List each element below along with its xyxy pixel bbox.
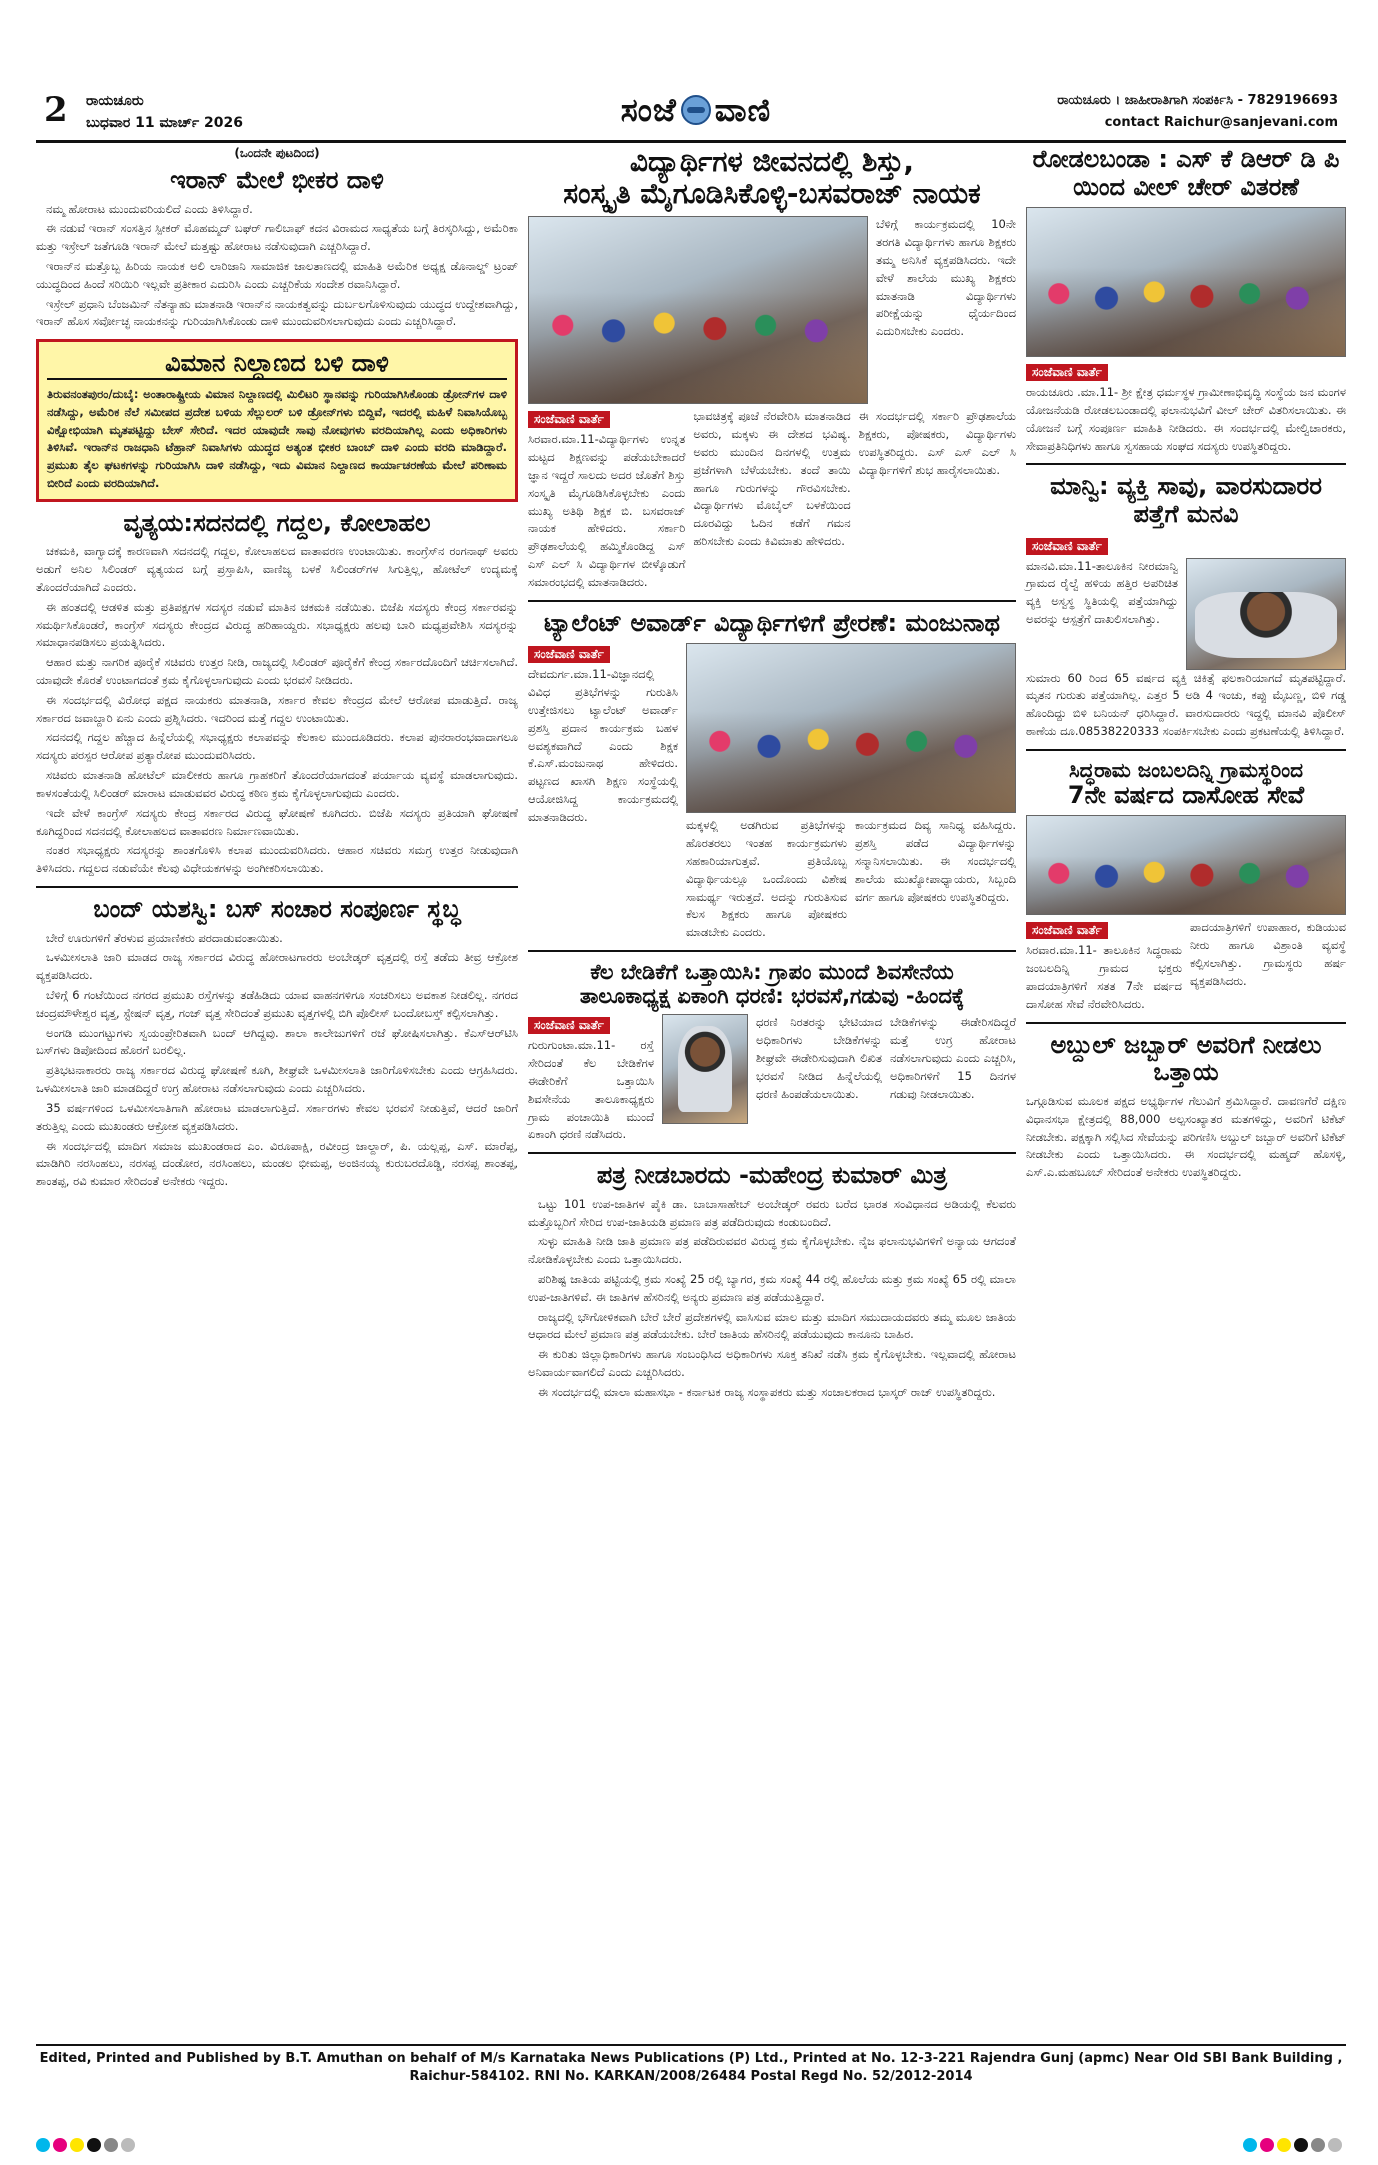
paragraph: ರಾಜ್ಯದಲ್ಲಿ ಭೌಗೋಳಿಕವಾಗಿ ಬೇರೆ ಬೇರೆ ಪ್ರದೇಶಗಳಲ್ಲಿ ವಾಸಿಸುವ ಮಾಲ ಮತ್ತು ಮಾದಿಗ ಸಮುದಾಯದವರು ತಮ್ಮ ಮೂಲ ಜಾತಿಯ ಆಧಾರದ ಮೇಲೆ ಪ್ರಮಾಣ ಪತ್ರ ಪಡೆಯಬೇಕು. ಬೇರೆ ಜಾತಿಯ ಹೆಸರಿನಲ್ಲಿ ಪಡೆಯುವುದು ಕಾನೂನು ಬಾಹಿರ. [528,1309,1016,1342]
footer-imprint: Edited, Printed and Published by B.T. Amuthan on behalf of M/s Karnataka News Publications (P) Ltd., Printed at No. 12-3-221 Rajendra Gunj (apmc) Near Old SBI Bank Building , Raichur-584102. RNI No. KARKAN/2008/26484 Postal Regd No. 52/2012-2014 [39,2051,1343,2084]
article-body: ಬೇಡಿಕೆಗಳನ್ನು ಈಡೇರಿಸದಿದ್ದರೆ ಮತ್ತೆ ಉಗ್ರ ಹೋರಾಟ ನಡೆಸಲಾಗುವುದು ಎಂದು ಎಚ್ಚರಿಸಿ, ಅಧಿಕಾರಿಗಳಿಗೆ 15 ದಿನಗಳ ಗಡುವು ನೀಡಲಾಯಿತು. [890,1015,1016,1101]
article-headline: ಮಾನ್ವಿ: ವ್ಯಕ್ತಿ ಸಾವು, ವಾರಸುದಾರರ ಪತ್ತೆಗೆ ಮನವಿ [1050,472,1322,529]
article-columns [1026,919,1346,1013]
logo-text-left: ಸಂಜೆ [620,90,677,129]
text-column [528,408,685,591]
article-top-row [1026,558,1346,670]
masthead [36,88,1346,140]
event-photo [1026,815,1346,915]
color-dot [1277,2138,1291,2152]
article-headline: ಬಂದ್ ಯಶಸ್ವಿ: ಬಸ್ ಸಂಚಾರ ಸಂಪೂರ್ಣ ಸ್ಥಬ್ಧ [93,894,461,923]
paragraph: ಈ ಹಂತದಲ್ಲಿ ಆಡಳಿತ ಮತ್ತು ಪ್ರತಿಪಕ್ಷಗಳ ಸದಸ್ಯರ ನಡುವೆ ಮಾತಿನ ಚಕಮಕಿ ನಡೆಯಿತು. ಬಿಜೆಪಿ ಸದಸ್ಯರು ಕೇಂದ್ರ ಸರ್ಕಾರವನ್ನು ಸಮರ್ಥಿಸಿಕೊಂಡರೆ, ಕಾಂಗ್ರೆಸ್ ಸದಸ್ಯರು ಕೇಂದ್ರದ ವಿರುದ್ಧ ಹರಿಹಾಯ್ದರು. ಸಭಾಧ್ಯಕ್ಷರು ಹಲವು ಬಾರಿ ಮಧ್ಯಪ್ರವೇಶಿಸಿ ಸದಸ್ಯರನ್ನು ಸಮಾಧಾನಪಡಿಸಲು ಪ್ರಯತ್ನಿಸಿದರು. [36,599,518,650]
paragraph: ಸಚಿವರು ಮಾತನಾಡಿ ಹೋಟೆಲ್ ಮಾಲೀಕರು ಹಾಗೂ ಗ್ರಾಹಕರಿಗೆ ತೊಂದರೆಯಾಗದಂತೆ ಪರ್ಯಾಯ ವ್ಯವಸ್ಥೆ ಮಾಡಲಾಗುವುದು. ಕಾಳಸಂತೆಯಲ್ಲಿ ಸಿಲಿಂಡರ್ ಮಾರಾಟ ಮಾಡುವವರ ವಿರುದ್ಧ ಕಠಿಣ ಕ್ರಮ ಕೈಗೊಳ್ಳಲಾಗುವುದು ಎಂದರು. [36,768,518,800]
divider [528,950,1016,952]
article-talent-award [528,610,1016,942]
text-column [686,643,1016,942]
byline: ಸಂಜೆವಾಣಿ ವಾರ್ತೆ [528,411,610,428]
side-text: ಬೆಳಿಗ್ಗೆ ಕಾರ್ಯಕ್ರಮದಲ್ಲಿ 10ನೇ ತರಗತಿ ವಿದ್ಯಾರ್ಥಿಗಳು ಹಾಗೂ ಶಿಕ್ಷಕರು ತಮ್ಮ ಅನಿಸಿಕೆ ವ್ಯಕ್ತಪಡಿಸಿದರು. ಇದೇ ವೇಳೆ ಶಾಲೆಯ ಮುಖ್ಯ ಶಿಕ್ಷಕರು ಮಾತನಾಡಿ ವಿದ್ಯಾರ್ಥಿಗಳು ಪರೀಕ್ಷೆಯನ್ನು ಧೈರ್ಯದಿಂದ ಎದುರಿಸಬೇಕು ಎಂದರು. [876,217,1016,339]
color-dot [53,2138,67,2152]
deceased-photo [1186,558,1346,670]
headline-line: ವಿದ್ಯಾರ್ಥಿಗಳ ಜೀವನದಲ್ಲಿ ಶಿಸ್ತು, [629,145,915,178]
article-headline [528,960,1016,1008]
article-assembly [36,510,518,878]
newspaper-logo [596,88,796,132]
date-label: ಬುಧವಾರ 11 ಮಾರ್ಚ್ 2026 [86,115,243,131]
color-dot [121,2138,135,2152]
article-body: ಸಿರವಾರ.ಮಾ.11- ತಾಲೂಕಿನ ಸಿದ್ಧರಾಮ ಜಂಬಲದಿನ್ನಿ ಗ್ರಾಮದ ಭಕ್ತರು ಪಾದಯಾತ್ರಿಗಳಿಗೆ ಸತತ 7ನೇ ವರ್ಷದ ದಾಸೋಹ ಸೇವೆ ನೆರವೇರಿಸಿದರು. [1026,943,1182,1011]
article-body: ಮಕ್ಕಳಲ್ಲಿ ಅಡಗಿರುವ ಪ್ರತಿಭೆಗಳನ್ನು ಹೊರತರಲು ಇಂತಹ ಕಾರ್ಯಕ್ರಮಗಳು ಸಹಕಾರಿಯಾಗುತ್ತವೆ. ಪ್ರತಿಯೊಬ್ಬ ವಿದ್ಯಾರ್ಥಿಯಲ್ಲೂ ಒಂದೊಂದು ವಿಶೇಷ ಸಾಮರ್ಥ್ಯ ಇರುತ್ತದೆ. ಅದನ್ನು ಗುರುತಿಸುವ ಕೆಲಸ ಶಿಕ್ಷಕರು ಹಾಗೂ ಪೋಷಕರು ಮಾಡಬೇಕು ಎಂದರು. [686,818,847,940]
paragraph: ಈ ಕುರಿತು ಜಿಲ್ಲಾಧಿಕಾರಿಗಳು ಹಾಗೂ ಸಂಬಂಧಿಸಿದ ಅಧಿಕಾರಿಗಳು ಸೂಕ್ತ ತನಿಖೆ ನಡೆಸಿ ಕ್ರಮ ಕೈಗೊಳ್ಳಬೇಕು. ಇಲ್ಲವಾದಲ್ಲಿ ಹೋರಾಟ ಅನಿವಾರ್ಯವಾಗಲಿದೆ ಎಂದು ಎಚ್ಚರಿಸಿದರು. [528,1347,1016,1380]
article-body: ಧರಣಿ ನಿರತರನ್ನು ಭೇಟಿಯಾದ ಅಧಿಕಾರಿಗಳು ಬೇಡಿಕೆಗಳನ್ನು ಶೀಘ್ರವೇ ಈಡೇರಿಸುವುದಾಗಿ ಲಿಖಿತ ಭರವಸೆ ನೀಡಿದ ಹಿನ್ನೆಲೆಯಲ್ಲಿ ಧರಣಿ ಹಿಂಪಡೆಯಲಾಯಿತು. [756,1015,882,1101]
article-body: ಒಗ್ಗೂಡಿಸುವ ಮೂಲಕ ಪಕ್ಷದ ಅಭ್ಯರ್ಥಿಗಳ ಗೆಲುವಿಗೆ ಶ್ರಮಿಸಿದ್ದಾರೆ. ದಾವಣಗೆರೆ ದಕ್ಷಿಣ ವಿಧಾನಸಭಾ ಕ್ಷೇತ್ರದಲ್ಲಿ 88,000 ಅಲ್ಪಸಂಖ್ಯಾತರ ಮತಗಳಿದ್ದು, ಅವರಿಗೆ ಟಿಕೆಟ್ ನೀಡಬೇಕು. ಪಕ್ಷಕ್ಕಾಗಿ ಸಲ್ಲಿಸಿದ ಸೇವೆಯನ್ನು ಪರಿಗಣಿಸಿ ಅಬ್ದುಲ್ ಜಬ್ಬಾರ್ ಅವರಿಗೆ ಟಿಕೆಟ್ ನೀಡಬೇಕು ಎಂದು ಒತ್ತಾಯಿಸಿದರು. ಈ ಸಂದರ್ಭದಲ್ಲಿ ಮಹ್ಮದ್ ಹೊಸಳ್ಳಿ, ಎಸ್.ಎ.ಮಹಬೂಬ್ ಸೇರಿದಂತೆ ಅನೇಕರು ಉಪಸ್ಥಿತರಿದ್ದರು. [1026,1093,1346,1180]
paragraph: ನಂತರ ಸಭಾಧ್ಯಕ್ಷರು ಸದಸ್ಯರನ್ನು ಶಾಂತಗೊಳಿಸಿ ಕಲಾಪ ಮುಂದುವರಿಸಿದರು. ಆಹಾರ ಸಚಿವರು ಸಮಗ್ರ ಉತ್ತರ ನೀಡುವುದಾಗಿ ತಿಳಿಸಿದರು. ಗದ್ದಲದ ನಡುವೆಯೇ ಕೆಲವು ವಿಧೇಯಕಗಳನ್ನು ಅಂಗೀಕರಿಸಲಾಯಿತು. [36,843,518,876]
article-jabbar [1026,1032,1346,1182]
article-body [36,930,518,1191]
contact-info [1057,90,1338,134]
article-shivsena [528,960,1016,1144]
article-headline: ಅಬ್ದುಲ್ ಜಬ್ಬಾರ್ ಅವರಿಗೆ ನೀಡಲು ಒತ್ತಾಯ [1050,1030,1322,1087]
article-columns [528,408,1016,591]
highlight-box [36,339,518,501]
email-line: contact Raichur@sanjevani.com [1104,115,1338,130]
paragraph: ಬೆಳಿಗ್ಗೆ 6 ಗಂಟೆಯಿಂದ ನಗರದ ಪ್ರಮುಖ ರಸ್ತೆಗಳನ್ನು ತಡೆಹಿಡಿದು ಯಾವ ವಾಹನಗಳಿಗೂ ಸಂಚರಿಸಲು ಅವಕಾಶ ನೀಡಲಿಲ್ಲ. ನಗರದ ಚಂದ್ರಮೌಳೇಶ್ವರ ವೃತ್ತ, ಸ್ಟೇಷನ್ ವೃತ್ತ, ಗಂಜ್ ವೃತ್ತ ಸೇರಿದಂತೆ ಪ್ರಮುಖ ವೃತ್ತಗಳಲ್ಲಿ ಬಿಗಿ ಪೊಲೀಸ್ ಬಂದೋಬಸ್ತ್ ಕಲ್ಪಿಸಲಾಗಿತ್ತು. [36,988,518,1020]
headline-line: ಕೆಲ ಬೇಡಿಕೆಗೆ ಒತ್ತಾಯಿಸಿ: ಗ್ರಾಪಂ ಮುಂದೆ ಶಿವಸೇನೆಯ [590,959,954,984]
color-dot [1328,2138,1342,2152]
paragraph: ಸುಳ್ಳು ಮಾಹಿತಿ ನೀಡಿ ಜಾತಿ ಪ್ರಮಾಣ ಪತ್ರ ಪಡೆದಿರುವವರ ವಿರುದ್ಧ ಕ್ರಮ ಕೈಗೊಳ್ಳಬೇಕು. ನೈಜ ಫಲಾನುಭವಿಗಳಿಗೆ ಅನ್ಯಾಯ ಆಗದಂತೆ ನೋಡಿಕೊಳ್ಳಬೇಕು ಎಂದು ಒತ್ತಾಯಿಸಿದರು. [528,1234,1016,1267]
paragraph: ಈ ಸಂದರ್ಭದಲ್ಲಿ ವಿರೋಧ ಪಕ್ಷದ ನಾಯಕರು ಮಾತನಾಡಿ, ಸರ್ಕಾರ ಕೇವಲ ಕೇಂದ್ರದ ಮೇಲೆ ಆರೋಪ ಮಾಡುತ್ತಿದೆ. ರಾಜ್ಯ ಸರ್ಕಾರದ ಜವಾಬ್ದಾರಿ ಏನು ಎಂದು ಪ್ರಶ್ನಿಸಿದರು. ಇದರಿಂದ ಮತ್ತೆ ಗದ್ದಲ ಉಂಟಾಯಿತು. [36,692,518,725]
footer-rule [36,2044,1346,2046]
event-photo [686,643,1016,813]
photo-figures [1027,856,1345,915]
article-body: ಪಾದಯಾತ್ರಿಗಳಿಗೆ ಉಪಾಹಾರ, ಕುಡಿಯುವ ನೀರು ಹಾಗೂ ವಿಶ್ರಾಂತಿ ವ್ಯವಸ್ಥೆ ಕಲ್ಪಿಸಲಾಗಿತ್ತು. ಗ್ರಾಮಸ್ಥರು ಹರ್ಷ ವ್ಯಕ್ತಪಡಿಸಿದರು. [1190,920,1346,988]
article-wheelchair [1026,146,1346,455]
article-body: ಮಾನವಿ.ಮಾ.11-ತಾಲೂಕಿನ ನೀರಮಾನ್ವಿ ಗ್ರಾಮದ ರೈಲ್ವೆ ಹಳಿಯ ಹತ್ತಿರ ಅಪರಿಚಿತ ವ್ಯಕ್ತಿ ಅಸ್ವಸ್ಥ ಸ್ಥಿತಿಯಲ್ಲಿ ಪತ್ತೆಯಾಗಿದ್ದು ಅವರನ್ನು ಆಸ್ಪತ್ರೆಗೆ ದಾಖಲಿಸಲಾಗಿತ್ತು. [1026,558,1178,627]
photo-figures [529,292,867,404]
divider [528,1152,1016,1154]
portrait-photo [662,1014,748,1124]
paragraph: 35 ವರ್ಷಗಳಿಂದ ಒಳಮೀಸಲಾತಿಗಾಗಿ ಹೋರಾಟ ಮಾಡಲಾಗುತ್ತಿದೆ. ಸರ್ಕಾರಗಳು ಕೇವಲ ಭರವಸೆ ನೀಡುತ್ತಿವೆ, ಆದರೆ ಜಾರಿಗೆ ತರುತ್ತಿಲ್ಲ ಎಂದು ಮುಖಂಡರು ಆಕ್ರೋಶ ವ್ಯಕ್ತಪಡಿಸಿದರು. [36,1100,518,1133]
paragraph: ಇಸ್ರೇಲ್ ಪ್ರಧಾನಿ ಬೆಂಜಮಿನ್ ನೆತನ್ಯಾಹು ಮಾತನಾಡಿ ಇರಾನ್‌ನ ನಾಯಕತ್ವವನ್ನು ದುರ್ಬಲಗೊಳಿಸುವುದು ಯುದ್ಧದ ಉದ್ದೇಶವಾಗಿದ್ದು, ಇರಾನ್ ಹೊಸ ಸರ್ವೋಚ್ಛ ನಾಯಕನನ್ನು ಗುರಿಯಾಗಿಸಿಕೊಂಡು ದಾಳಿ ಮುಂದುವರಿಸಲಾಗುವುದು ಎಂದು ಎಚ್ಚರಿಸಿದ್ದಾರೆ. [36,296,518,329]
article-body: ಭಾವಚಿತ್ರಕ್ಕೆ ಪೂಜೆ ನೆರವೇರಿಸಿ ಮಾತನಾಡಿದ ಅವರು, ಮಕ್ಕಳು ಈ ದೇಶದ ಭವಿಷ್ಯ. ಅವರು ಮುಂದಿನ ದಿನಗಳಲ್ಲಿ ಉತ್ತಮ ಪ್ರಜೆಗಳಾಗಿ ಬೆಳೆಯಬೇಕು. ತಂದೆ ತಾಯಿ ಹಾಗೂ ಗುರುಗಳನ್ನು ಗೌರವಿಸಬೇಕು. ವಿದ್ಯಾರ್ಥಿಗಳು ಮೊಬೈಲ್ ಬಳಕೆಯಿಂದ ದೂರವಿದ್ದು ಓದಿನ ಕಡೆಗೆ ಗಮನ ಹರಿಸಬೇಕು ಎಂದು ಕಿವಿಮಾತು ಹೇಳಿದರು. [693,409,851,549]
article-body: ರಾಯಚೂರು .ಮಾ.11- ಶ್ರೀ ಕ್ಷೇತ್ರ ಧರ್ಮಸ್ಥಳ ಗ್ರಾಮೀಣಾಭಿವೃದ್ಧಿ ಸಂಸ್ಥೆಯ ಜನ ಮಂಗಳ ಯೋಜನೆಯಡಿ ರೋಡಲಬಂಡಾದಲ್ಲಿ ಫಲಾನುಭವಿಗೆ ವೀಲ್ ಚೇರ್ ವಿತರಿಸಲಾಯಿತು. ಈ ಯೋಜನೆ ಬಗ್ಗೆ ಸಂಪೂರ್ಣ ಮಾಹಿತಿ ನೀಡಿದರು. ಈ ಸಂದರ್ಭದಲ್ಲಿ ಮೇಲ್ವಿಚಾರಕರು, ಸೇವಾಪ್ರತಿನಿಧಿಗಳು ಹಾಗೂ ಸ್ವಸಹಾಯ ಸಂಘದ ಸದಸ್ಯರು ಉಪಸ್ಥಿತರಿದ್ದರು. [1026,385,1346,453]
color-dot [36,2138,50,2152]
article-body: ಗುರುಗುಂಟಾ.ಮಾ.11- ರಸ್ತೆ ಸೇರಿದಂತೆ ಕೆಲ ಬೇಡಿಕೆಗಳ ಈಡೇರಿಕೆಗೆ ಒತ್ತಾಯಿಸಿ ಶಿವಸೇನೆಯ ತಾಲೂಕಾಧ್ಯಕ್ಷರು ಗ್ರಾಮ ಪಂಚಾಯಿತಿ ಮುಂದೆ ಏಕಾಂಗಿ ಧರಣಿ ನಡೆಸಿದರು. [528,1038,654,1142]
text-column [1026,919,1182,1013]
article-students [528,146,1016,592]
person-silhouette [1195,592,1337,658]
paragraph: ಈ ಸಂದರ್ಭದಲ್ಲಿ ಮಾದಿಗ ಸಮಾಜ ಮುಖಂಡರಾದ ಎಂ. ವಿರೂಪಾಕ್ಷಿ, ರವೀಂದ್ರ ಜಾಲ್ದಾರ್, ಪಿ. ಯಲ್ಲಪ್ಪ, ಎಸ್. ಮಾರೆಪ್ಪ, ಮಾಡಿಗಿರಿ ನರಸಿಂಹಲು, ನರಸಪ್ಪ ದಂಡೋರ, ನರಸಿಂಹಲು, ಮಂಡಲ ಭೀಮಪ್ಪ, ಅಂಜಿನಯ್ಯ ಕುರುಬರದೊಡ್ಡಿ, ನರಸಪ್ಪ ಶಾಂತಪ್ಪ, ಶಾಂತಪ್ಪ, ರವಿ ಕುಮಾರ ಸೇರಿದಂತೆ ಅನೇಕರು ಇದ್ದರು. [36,1138,518,1189]
article-body: ಸಿರವಾರ.ಮಾ.11-ವಿದ್ಯಾರ್ಥಿಗಳು ಉನ್ನತ ಮಟ್ಟದ ಶಿಕ್ಷಣವನ್ನು ಪಡೆಯಬೇಕಾದರೆ ಜ್ಞಾನ ಇದ್ದರೆ ಸಾಲದು ಅದರ ಜೊತೆಗೆ ಶಿಸ್ತು ಸಂಸ್ಕೃತಿ ಮೈಗೂಡಿಸಿಕೊಳ್ಳಬೇಕು ಎಂದು ಮುಖ್ಯ ಅತಿಥಿ ಶಿಕ್ಷಕ ಬಿ. ಬಸವರಾಜ್ ನಾಯಕ ಹೇಳಿದರು. ಸರ್ಕಾರಿ ಪ್ರೌಢಶಾಲೆಯಲ್ಲಿ ಹಮ್ಮಿಕೊಂಡಿದ್ದ ಎಸ್ ಎಸ್ ಎಲ್ ಸಿ ವಿದ್ಯಾರ್ಥಿಗಳ ಬೀಳ್ಕೊಡುಗೆ ಸಮಾರಂಭದಲ್ಲಿ ಮಾತನಾಡಿದರು. [528,432,686,589]
article-dasoha [1026,759,1346,1014]
photo-figures [687,711,1015,812]
article-body [36,543,518,878]
divider [1026,1022,1346,1024]
divider [528,600,1016,602]
article-body: ಸುಮಾರು 60 ರಿಂದ 65 ವರ್ಷದ ವ್ಯಕ್ತಿ ಚಿಕಿತ್ಸೆ ಫಲಕಾರಿಯಾಗದೆ ಮೃತಪಟ್ಟಿದ್ದಾರೆ. ಮೃತನ ಗುರುತು ಪತ್ತೆಯಾಗಿಲ್ಲ. ಎತ್ತರ 5 ಅಡಿ 4 ಇಂಚು, ಕಪ್ಪು ಮೈಬಣ್ಣ, ಬಿಳಿ ಗಡ್ಡ ಹೊಂದಿದ್ದು ಬಿಳಿ ಬನಿಯನ್ ಧರಿಸಿದ್ದಾರೆ. ವಾರಸುದಾರರು ಇದ್ದಲ್ಲಿ ಮಾನವಿ ಪೊಲೀಸ್ ಠಾಣೆಯ ದೂ.08538220333 ಸಂಪರ್ಕಿಸಬೇಕು ಎಂದು ಪ್ರಕಟಣೆಯಲ್ಲಿ ತಿಳಿಸಿದ್ದಾರೆ. [1026,670,1346,739]
color-dot [104,2138,118,2152]
article-certificate [528,1162,1016,1402]
article-body [528,1196,1016,1402]
color-dot [70,2138,84,2152]
paragraph: ಪರಿಶಿಷ್ಟ ಜಾತಿಯ ಪಟ್ಟಿಯಲ್ಲಿ ಕ್ರಮ ಸಂಖ್ಯೆ 25 ರಲ್ಲಿ ಬ್ಯಾಗರ, ಕ್ರಮ ಸಂಖ್ಯೆ 44 ರಲ್ಲಿ ಹೊಲೆಯ ಮತ್ತು ಕ್ರಮ ಸಂಖ್ಯೆ 65 ರಲ್ಲಿ ಮಾಲಾ ಉಪ-ಜಾತಿಗಳಿವೆ. ಈ ಜಾತಿಗಳ ಹೆಸರಿನಲ್ಲಿ ಅನ್ಯರು ಪ್ರಮಾಣ ಪತ್ರ ಪಡೆಯುತ್ತಿದ್ದಾರೆ. [528,1271,1016,1304]
text-column [528,1014,654,1144]
article-iran [36,167,518,331]
paragraph: ಸದನದಲ್ಲಿ ಗದ್ದಲ ಹೆಚ್ಚಾದ ಹಿನ್ನೆಲೆಯಲ್ಲಿ ಸಭಾಧ್ಯಕ್ಷರು ಕಲಾಪವನ್ನು ಕೆಲಕಾಲ ಮುಂದೂಡಿದರು. ಕಲಾಪ ಪುನರಾರಂಭವಾದಾಗಲೂ ಸದಸ್ಯರು ಪರಸ್ಪರ ಆರೋಪ ಪ್ರತ್ಯಾರೋಪ ಮುಂದುವರಿಸಿದರು. [36,730,518,763]
color-dot [1294,2138,1308,2152]
paragraph: ಅಂಗಡಿ ಮುಂಗಟ್ಟುಗಳು ಸ್ವಯಂಪ್ರೇರಿತವಾಗಿ ಬಂದ್ ಆಗಿದ್ದವು. ಶಾಲಾ ಕಾಲೇಜುಗಳಿಗೆ ರಜೆ ಘೋಷಿಸಲಾಗಿತ್ತು. ಕೆಎಸ್ಆರ್‌ಟಿಸಿ ಬಸ್‌ಗಳು ಡಿಪೋದಿಂದ ಹೊರಗೆ ಬರಲಿಲ್ಲ. [36,1025,518,1058]
article-headline [1026,759,1346,810]
column-1 [36,146,518,1193]
headline-line: ಸಿದ್ಧರಾಮ ಜಂಬಲದಿನ್ನಿ ಗ್ರಾಮಸ್ಥರಿಂದ [1068,757,1304,782]
paragraph: ಒಟ್ಟು 101 ಉಪ-ಜಾತಿಗಳ ಪೈಕಿ ಡಾ. ಬಾಬಾಸಾಹೇಬ್ ಅಂಬೇಡ್ಕರ್ ರವರು ಬರೆದ ಭಾರತ ಸಂವಿಧಾನದ ಅಡಿಯಲ್ಲಿ ಕೆಲವರು ಮತ್ತೊಬ್ಬರಿಗೆ ಸೇರಿದ ಉಪ-ಜಾತಿಯಡಿ ಪ್ರಮಾಣ ಪತ್ರ ಪಡೆದಿರುವುದು ಕಂಡುಬಂದಿದೆ. [528,1196,1016,1229]
article-columns [528,1014,1016,1144]
globe-icon [681,95,711,125]
column-2 [528,146,1016,1404]
article-body: ಕಾರ್ಯಕ್ರಮದ ದಿವ್ಯ ಸಾನಿಧ್ಯ ವಹಿಸಿದ್ದರು. ಪ್ರಶಸ್ತಿ ಪಡೆದ ವಿದ್ಯಾರ್ಥಿಗಳನ್ನು ಸನ್ಮಾನಿಸಲಾಯಿತು. ಈ ಸಂದರ್ಭದಲ್ಲಿ ಶಾಲೆಯ ಮುಖ್ಯೋಪಾಧ್ಯಾಯರು, ಸಿಬ್ಬಂದಿ ವರ್ಗ ಹಾಗೂ ಪೋಷಕರು ಉಪಸ್ಥಿತರಿದ್ದರು. [855,818,1016,904]
edition-date [86,90,243,134]
paragraph: ಇದೇ ವೇಳೆ ಕಾಂಗ್ರೆಸ್ ಸದಸ್ಯರು ಕೇಂದ್ರ ಸರ್ಕಾರದ ವಿರುದ್ಧ ಘೋಷಣೆ ಕೂಗಿದರು. ಬಿಜೆಪಿ ಸದಸ್ಯರು ಪ್ರತಿಯಾಗಿ ಘೋಷಣೆ ಕೂಗಿದ್ದರಿಂದ ಸದನದಲ್ಲಿ ಕೋಲಾಹಲದ ವಾತಾವರಣ ನಿರ್ಮಾಣವಾಯಿತು. [36,805,518,838]
page-number: 2 [44,90,68,130]
color-dot [1260,2138,1274,2152]
byline: ಸಂಜೆವಾಣಿ ವಾರ್ತೆ [528,1017,610,1034]
headline-line: ಸಂಸ್ಕೃತಿ ಮೈಗೂಡಿಸಿಕೊಳ್ಳಿ-ಬಸವರಾಜ್ ನಾಯಕ [563,177,981,211]
logo-text-right: ವಾಣಿ [714,90,772,129]
paragraph: ನಮ್ಮ ಹೋರಾಟ ಮುಂದುವರಿಯಲಿದೆ ಎಂದು ತಿಳಿಸಿದ್ದಾರೆ. [46,201,253,216]
headline-line: ತಾಲೂಕಾಧ್ಯಕ್ಷ ಏಕಾಂಗಿ ಧರಣಿ: ಭರವಸೆ,ಗಡುವು -ಹಿಂದಕ್ಕೆ [579,984,965,1009]
paragraph: ಆಹಾರ ಮತ್ತು ನಾಗರಿಕ ಪೂರೈಕೆ ಸಚಿವರು ಉತ್ತರ ನೀಡಿ, ರಾಜ್ಯದಲ್ಲಿ ಸಿಲಿಂಡರ್ ಪೂರೈಕೆಗೆ ಕೇಂದ್ರ ಸರ್ಕಾರದೊಂದಿಗೆ ಚರ್ಚಿಸಲಾಗಿದೆ. ಯಾವುದೇ ಕೊರತೆ ಉಂಟಾಗದಂತೆ ಕ್ರಮ ಕೈಗೊಳ್ಳಲಾಗುವುದು ಎಂದು ಭರವಸೆ ನೀಡಿದರು. [36,655,518,688]
divider [1026,749,1346,751]
article-columns [528,643,1016,942]
contact-line: ರಾಯಚೂರು । ಜಾಹೀರಾತಿಗಾಗಿ ಸಂಪರ್ಕಿಸಿ - 7829196693 [1057,93,1338,108]
article-headline: ಇರಾನ್ ಮೇಲೆ ಭೀಕರ ದಾಳಿ [170,166,384,194]
color-dot [87,2138,101,2152]
article-headline: ರೋಡಲಬಂಡಾ : ಎಸ್ ಕೆ ಡಿಆರ್ ಡಿ ಪಿ ಯಿಂದ ವೀಲ್ ಚೇರ್ ವಿತರಣೆ [1032,145,1340,201]
byline: ಸಂಜೆವಾಣಿ ವಾರ್ತೆ [1026,538,1108,555]
article-body: ತಿರುವನಂತಪುರಂ/ದುಬೈ: ಅಂತಾರಾಷ್ಟ್ರೀಯ ವಿಮಾನ ನಿಲ್ದಾಣದಲ್ಲಿ ಮಿಲಿಟರಿ ಸ್ಥಾನವನ್ನು ಗುರಿಯಾಗಿಸಿಕೊಂಡು ಡ್ರೋನ್‌ಗಳ ದಾಳಿ ನಡೆಸಿದ್ದು, ಅಮೆರಿಕ ನೆಲೆ ಸಮೀಪದ ಪ್ರದೇಶ ಬಳಿಯ ಸೆಲ್ಲುಲರ್ ಬಳಿ ಡ್ರೋನ್‌ಗಳು ಬಿದ್ದಿವೆ, ಇದರಲ್ಲಿ ಮಹಿಳೆ ನಿವಾಸಿಯೊಬ್ಬ ವಿಕ್ಷೋಭಿಯಾಗಿ ಮೃತಪಟ್ಟಿದ್ದು ಬೇಸ್ ಸೇರಿದೆ. ಇದರ ಯಾವುದೇ ಸಾವು ನೋವುಗಳು ವರದಿಯಾಗಿಲ್ಲ ಎಂದು ಅಧಿಕಾರಿಗಳು ತಿಳಿಸಿವೆ. ಇರಾನ್‌ನ ರಾಜಧಾನಿ ಟೆಹ್ರಾನ್ ನಿವಾಸಿಗಳು ಯುದ್ಧದ ಅತ್ಯಂತ ಭೀಕರ ಬಾಂಬ್ ದಾಳಿ ಎಂದು ವರದಿ ಮಾಡಿದ್ದಾರೆ. ಪ್ರಮುಖ ತೈಲ ಘಟಕಗಳನ್ನು ಗುರಿಯಾಗಿಸಿ ದಾಳಿ ನಡೆಸಿದ್ದು, ಇದು ವಿಮಾನ ನಿಲ್ದಾಣದ ಕಾರ್ಯಾಚರಣೆಯ ಮೇಲೆ ಪರಿಣಾಮ ಬೀರಿದೆ ಎಂದು ವರದಿಯಾಗಿದೆ. [47,386,507,490]
divider [36,886,518,888]
registration-marks-right [1243,2138,1342,2154]
paragraph: ಒಳಮೀಸಲಾತಿ ಜಾರಿ ಮಾಡದ ರಾಜ್ಯ ಸರ್ಕಾರದ ವಿರುದ್ಧ ಹೋರಾಟಗಾರರು ಅಂಬೇಡ್ಕರ್ ವೃತ್ತದಲ್ಲಿ ರಸ್ತೆ ತಡೆದು ತೀವ್ರ ಆಕ್ರೋಶ ವ್ಯಕ್ತಪಡಿಸಿದರು. [36,950,518,983]
registration-marks-left [36,2138,135,2154]
article-headline [528,146,1016,210]
headline-line: 7ನೇ ವರ್ಷದ ದಾಸೋಹ ಸೇವೆ [1067,780,1305,809]
paragraph: ಈ ನಡುವೆ ಇರಾನ್ ಸಂಸತ್ತಿನ ಸ್ಪೀಕರ್ ಮೊಹಮ್ಮದ್ ಬಘರ್ ಗಾಲಿಬಾಫ್ ಕದನ ವಿರಾಮದ ಸಾಧ್ಯತೆಯ ಬಗ್ಗೆ ತಿರಸ್ಕರಿಸಿದ್ದು, ಅಮೆರಿಕಾ ಮತ್ತು ಇಸ್ರೇಲ್ ಜತೆಗೂಡಿ ಇರಾನ್ ಮೇಲೆ ಮತ್ತಷ್ಟು ಹೋರಾಟ ನಡೆಸುವುದಾಗಿ ಎಚ್ಚರಿಸಿದ್ದಾರೆ. [36,221,518,254]
color-dot [1311,2138,1325,2152]
article-manvi [1026,473,1346,740]
article-body [36,201,518,332]
masthead-rule [36,140,1346,143]
byline: ಸಂಜೆವಾಣಿ ವಾರ್ತೆ [1026,922,1108,939]
color-dot [1243,2138,1257,2152]
article-body: ಈ ಸಂದರ್ಭದಲ್ಲಿ ಸರ್ಕಾರಿ ಪ್ರೌಢಶಾಲೆಯ ಶಿಕ್ಷಕರು, ಪೋಷಕರು, ವಿದ್ಯಾರ್ಥಿಗಳು ಉಪಸ್ಥಿತರಿದ್ದರು. ಎಸ್ ಎಸ್ ಎಲ್ ಸಿ ವಿದ್ಯಾರ್ಥಿಗಳಿಗೆ ಶುಭ ಹಾರೈಸಲಾಯಿತು. [858,409,1016,477]
article-headline: ವಿಮಾನ ನಿಲ್ದಾಣದ ಬಳಿ ದಾಳಿ [47,350,507,380]
byline: ಸಂಜೆವಾಣಿ ವಾರ್ತೆ [528,646,610,663]
divider [1026,463,1346,465]
continued-label: (ಒಂದನೇ ಪುಟದಿಂದ) [234,146,320,160]
paragraph: ಬೇರೆ ಊರುಗಳಿಗೆ ತೆರಳುವ ಪ್ರಯಾಣಿಕರು ಪರದಾಡುವಂತಾಯಿತು. [46,930,283,945]
photo-figures [1027,267,1345,356]
person-silhouette [678,1026,732,1112]
paragraph: ಇರಾನ್‌ನ ಮತ್ತೊಬ್ಬ ಹಿರಿಯ ನಾಯಕ ಅಲಿ ಲಾರಿಜಾನಿ ಸಾಮಾಜಿಕ ಜಾಲತಾಣದಲ್ಲಿ ಮಾಹಿತಿ ಅಮೆರಿಕ ಅಧ್ಯಕ್ಷ ಡೊನಾಲ್ಡ್ ಟ್ರಂಪ್ ಯುದ್ಧದಿಂದ ಹಿಂದೆ ಸರಿಯಿರಿ ಇಲ್ಲವೇ ಪ್ರತೀಕಾರ ಎದುರಿಸಿ ಎಂದು ಎಚ್ಚರಿಕೆಯ ಸಂದೇಶ ರವಾನಿಸಿದ್ದಾರೆ. [36,259,518,291]
event-photo [528,216,868,404]
byline: ಸಂಜೆವಾಣಿ ವಾರ್ತೆ [1026,364,1108,381]
sub-columns [686,817,1016,942]
article-top-row [528,216,1016,404]
event-photo [1026,207,1346,357]
edition-label: ರಾಯಚೂರು [86,93,144,109]
column-3 [1026,146,1346,1182]
article-headline: ಟ್ಯಾಲೆಂಟ್ ಅವಾರ್ಡ್ ವಿದ್ಯಾರ್ಥಿಗಳಿಗೆ ಪ್ರೇರಣೆ: ಮಂಜುನಾಥ [543,608,1001,637]
text-column [528,643,678,942]
article-body: ದೇವದುರ್ಗ.ಮಾ.11-ವಿಜ್ಞಾನದಲ್ಲಿ ವಿವಿಧ ಪ್ರತಿಭೆಗಳನ್ನು ಗುರುತಿಸಿ ಉತ್ತೇಜಿಸಲು ಟ್ಯಾಲೆಂಟ್ ಅವಾರ್ಡ್ ಪ್ರಶಸ್ತಿ ಪ್ರದಾನ ಕಾರ್ಯಕ್ರಮ ಬಹಳ ಅವಶ್ಯಕವಾಗಿದೆ ಎಂದು ಶಿಕ್ಷಕ ಕೆ.ಎಸ್.ಮಂಜುನಾಥ ಹೇಳಿದರು. ಪಟ್ಟಣದ ಖಾಸಗಿ ಶಿಕ್ಷಣ ಸಂಸ್ಥೆಯಲ್ಲಿ ಆಯೋಜಿಸಿದ್ದ ಕಾರ್ಯಕ್ರಮದಲ್ಲಿ ಮಾತನಾಡಿದರು. [528,667,678,824]
article-bandh [36,896,518,1191]
paragraph: ಈ ಸಂದರ್ಭದಲ್ಲಿ ಮಾಲಾ ಮಹಾಸಭಾ - ಕರ್ನಾಟಕ ರಾಜ್ಯ ಸಂಸ್ಥಾಪಕರು ಮತ್ತು ಸಂಚಾಲಕರಾದ ಭಾಸ್ಕರ್ ರಾಜ್ ಉಪಸ್ಥಿತರಿದ್ದರು. [538,1384,996,1399]
paragraph: ಚಕಮಕಿ, ವಾಗ್ವಾದಕ್ಕೆ ಕಾರಣವಾಗಿ ಸದನದಲ್ಲಿ ಗದ್ದಲ, ಕೋಲಾಹಲದ ವಾತಾವರಣ ಉಂಟಾಯಿತು. ಕಾಂಗ್ರೆಸ್‌ನ ರಂಗನಾಥ್ ಅವರು ಅಡುಗೆ ಅನಿಲ ಸಿಲಿಂಡರ್ ವ್ಯತ್ಯಯದ ಬಗ್ಗೆ ಪ್ರಸ್ತಾಪಿಸಿ, ವಾಣಿಜ್ಯ ಬಳಕೆ ಸಿಲಿಂಡರ್‌ಗಳ ಸಿಗುತ್ತಿಲ್ಲ, ಹೋಟೆಲ್ ಉದ್ಯಮಕ್ಕೆ ತೊಂದರೆಯಾಗಿದೆ ಎಂದರು. [36,544,518,594]
paragraph: ಪ್ರತಿಭಟನಾಕಾರರು ರಾಜ್ಯ ಸರ್ಕಾರದ ವಿರುದ್ಧ ಘೋಷಣೆ ಕೂಗಿ, ಶೀಘ್ರವೇ ಒಳಮೀಸಲಾತಿ ಜಾರಿಗೊಳಿಸಬೇಕು ಎಂದು ಆಗ್ರಹಿಸಿದರು. ಒಳಮೀಸಲಾತಿ ಜಾರಿ ಮಾಡದಿದ್ದರೆ ಉಗ್ರ ಹೋರಾಟ ನಡೆಸಲಾಗುವುದು ಎಂದು ಎಚ್ಚರಿಸಿದರು. [36,1063,518,1096]
article-headline: ವೃತ್ಯಯ:ಸದನದಲ್ಲಿ ಗದ್ದಲ, ಕೋಲಾಹಲ [123,508,431,537]
article-headline: ಪತ್ರ ನೀಡಬಾರದು -ಮಹೇಂದ್ರ ಕುಮಾರ್ ಮಿತ್ರ [596,1161,948,1190]
